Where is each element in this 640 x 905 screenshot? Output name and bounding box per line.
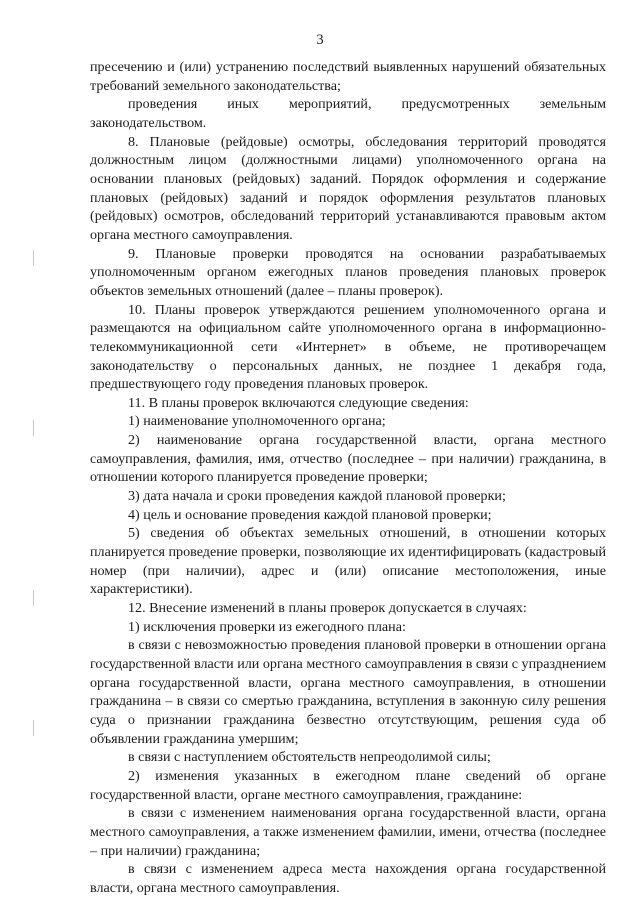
paragraph: 10. Планы проверок утверждаются решением уполномоченного органа и размещаются на официальном сайте уполномоченного органа в информационно-телекоммуникационной сети «Интернет» в объеме, не противоречащем законодательству о персональных данных, не позднее 1 декабря года, предшествующего году проведения плановых проверок. (90, 301, 606, 393)
paragraph: в связи с невозможностью проведения плановой проверки в отношении органа государственной власти или органа местного самоуправления в связи с упразднением органа государственной власти, органа местного самоуправления, в отношении гражданина – в связи со смертью гражданина, вступления в законную силу решения суда о признании гражданина безвестно отсутствующим, решения суда об объявлении гражданина умершим; (90, 637, 606, 747)
paragraph: 12. Внесение изменений в планы проверок допускается в случаях: (128, 600, 527, 617)
paragraph: в связи с изменением наименования органа государственной власти, органа местного самоуправления, а также изменением фамилии, имени, отчества (последнее – при наличии) гражданина; (90, 805, 606, 859)
list-item: 1) наименование уполномоченного органа; (128, 413, 386, 430)
scan-mark (33, 720, 34, 736)
list-item: 1) исключения проверки из ежегодного плана: (128, 618, 406, 635)
scan-mark (33, 250, 34, 266)
document-body (90, 58, 606, 898)
page-number: 3 (316, 32, 324, 48)
paragraph: проведения иных мероприятий, предусмотренных земельным законодательством. (90, 96, 606, 131)
list-item: 2) изменения указанных в ежегодном плане сведений об органе государственной власти, органе местного самоуправления, гражданине: (90, 767, 606, 803)
list-item: 5) сведения об объектах земельных отношений, в отношении которых планируется проведение проверки, позволяющие их идентифицировать (кадастровый номер (при наличии), адрес и (или) описание местоположения, иные характеристики). (90, 525, 606, 598)
paragraph: 11. В планы проверок включаются следующие сведения: (128, 394, 469, 411)
paragraph: в связи с изменением адреса места нахождения органа государственной власти, органа местного самоуправления. (90, 861, 606, 896)
scan-mark (33, 420, 34, 436)
list-item: 3) дата начала и сроки проведения каждой плановой проверки; (128, 488, 506, 505)
paragraph: 9. Плановые проверки проводятся на основании разрабатываемых уполномоченным органом ежегодных планов проведения плановых проверок объектов земельных отношений (далее – планы проверок). (90, 245, 606, 299)
list-item: 4) цель и основание проведения каждой плановой проверки; (128, 506, 492, 523)
scan-mark (33, 590, 34, 606)
paragraph: в связи с наступлением обстоятельств непреодолимой силы; (128, 749, 491, 766)
list-item: 2) наименование органа государственной власти, органа местного самоуправления, фамилия, имя, отчество (последнее – при наличии) гражданина, в отношении которого планируется проведение проверки; (90, 432, 606, 486)
paragraph: 8. Плановые (рейдовые) осмотры, обследования территорий проводятся должностным лицом (должностными лицами) уполномоченного органа на основании плановых (рейдовых) заданий. Порядок оформления и содержание плановых (рейдовых) заданий и порядок оформления результатов плановых (рейдовых) осмотров, обследований территорий устанавливаются правовым актом органа местного самоуправления. (90, 133, 606, 243)
paragraph: пресечению и (или) устранению последствий выявленных нарушений обязательных требований земельного законодательства; (90, 59, 606, 94)
